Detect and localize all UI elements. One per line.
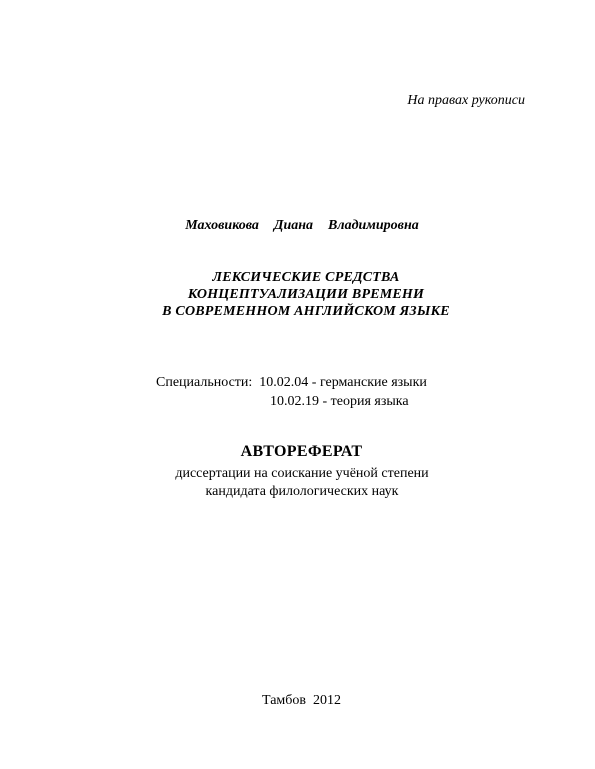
specialty-line-1: [156, 376, 427, 390]
specialty-item: 10.02.04 - германские языки: [259, 375, 427, 390]
dissertation-title: [0, 269, 595, 320]
description-line: диссертации на соискание учёной степени: [175, 466, 429, 481]
manuscript-rights-note: На правах рукописи: [407, 93, 525, 108]
title-line: В СОВРЕМЕННОМ АНГЛИЙСКОМ ЯЗЫКЕ: [162, 304, 450, 319]
specialty-item: 10.02.19 - теория языка: [270, 394, 409, 409]
specialty-line-2: [270, 395, 409, 409]
document-type-heading: АВТОРЕФЕРАТ: [240, 443, 363, 460]
place-and-year: Тамбов 2012: [261, 693, 341, 708]
specialties-label: Специальности:: [156, 375, 253, 390]
description-line: кандидата филологических наук: [205, 484, 399, 499]
author-name: Маховикова Диана Владимировна: [185, 218, 419, 233]
title-line: КОНЦЕПТУАЛИЗАЦИИ ВРЕМЕНИ: [187, 287, 425, 302]
title-line: ЛЕКСИЧЕСКИЕ СРЕДСТВА: [212, 270, 400, 285]
degree-description: [0, 465, 595, 501]
